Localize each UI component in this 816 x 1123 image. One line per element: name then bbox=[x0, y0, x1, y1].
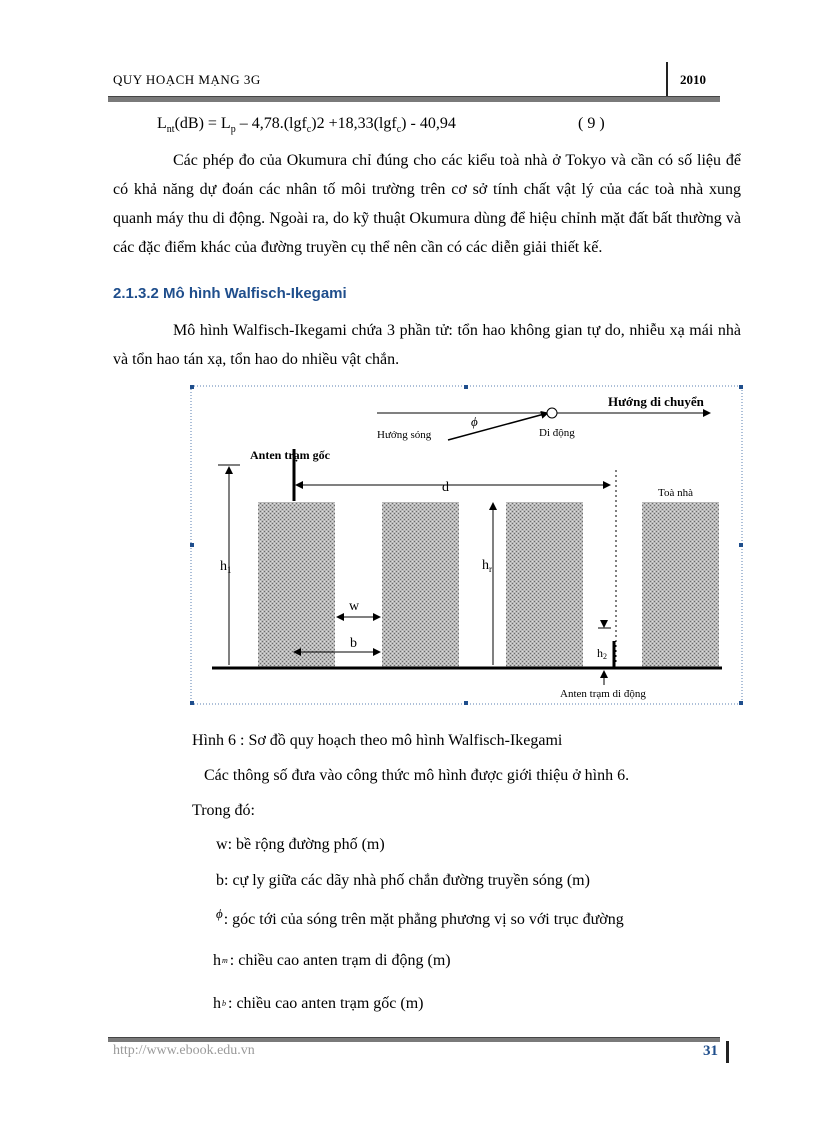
label-b: b bbox=[350, 636, 357, 651]
symbol-hb-sub: b bbox=[222, 999, 226, 1008]
page-number: 31 bbox=[703, 1043, 718, 1059]
frame-handle bbox=[739, 385, 743, 389]
formula-part4: ) - 40,94 bbox=[401, 115, 456, 132]
mobile-point bbox=[547, 408, 557, 418]
text-w: : bề rộng đường phố (m) bbox=[227, 836, 385, 853]
symbol-hm-sub: m bbox=[222, 956, 228, 965]
frame-handle bbox=[190, 701, 194, 705]
symbol-hb: h bbox=[213, 995, 221, 1012]
text-b: : cự ly giữa các dãy nhà phố chắn đường truyền sóng (m) bbox=[224, 872, 590, 889]
frame-handle bbox=[464, 701, 468, 705]
building-2 bbox=[382, 502, 459, 668]
building-1 bbox=[258, 502, 335, 668]
label-phi: ϕ bbox=[471, 414, 478, 429]
formula-sub-p: p bbox=[230, 124, 236, 136]
paragraph-okumura: Các phép đo của Okumura chỉ đúng cho các kiểu toà nhà ở Tokyo và cần có số liệu để có khả năng dự đoán các nhân tố môi trường trên cơ sở tính chất vật lý của các toà nhà xung quanh máy thu di động. Ngoài ra, do kỹ thuật Okumura dùng để hiệu chỉnh mặt đất bất thường và các đặc điểm khác của đường truyền cụ thể nên cần có các diễn giải thiết kế. bbox=[113, 152, 741, 256]
intro-text: Các thông số đưa vào công thức mô hình được giới thiệu ở hình 6. bbox=[204, 767, 630, 784]
building-4 bbox=[642, 502, 719, 668]
definition-phi bbox=[216, 906, 624, 929]
building-3 bbox=[506, 502, 583, 668]
frame-handle bbox=[739, 543, 743, 547]
formula-part2: – 4,78.(lgf bbox=[235, 115, 307, 132]
formula-sub-nt: nt bbox=[166, 124, 175, 136]
formula-sub-c2: c bbox=[396, 124, 402, 136]
figure-caption: Hình 6 : Sơ đồ quy hoạch theo mô hình Walfisch-Ikegami bbox=[192, 732, 563, 749]
text-phi: : góc tới của sóng trên mặt phẳng phương vị so với trục đường bbox=[223, 911, 624, 928]
symbol-w: w bbox=[216, 836, 228, 853]
label-toa-nha: Toà nhà bbox=[658, 487, 693, 499]
definition-hm bbox=[213, 952, 451, 970]
label-huong-song: Hướng sóng bbox=[377, 429, 432, 441]
wave-direction-arrow bbox=[448, 413, 548, 440]
formula-sub-c1: c bbox=[306, 124, 312, 136]
label-anten-tram-di-dong: Anten trạm di động bbox=[560, 688, 646, 700]
frame-handle bbox=[190, 543, 194, 547]
formula-9 bbox=[157, 115, 456, 135]
symbol-hm: h bbox=[213, 952, 221, 969]
section-heading: 2.1.3.2 Mô hình Walfisch-Ikegami bbox=[113, 285, 347, 302]
header-year: 2010 bbox=[680, 72, 706, 87]
label-di-dong: Di động bbox=[539, 427, 575, 439]
formula-part1: (dB) = L bbox=[174, 115, 231, 132]
footer-rule bbox=[108, 1037, 720, 1042]
header-divider bbox=[666, 62, 668, 98]
definition-w bbox=[216, 836, 385, 854]
definition-hb bbox=[213, 995, 423, 1013]
label-h1: $h_1$ bbox=[220, 559, 232, 575]
formula-part3: )2 +18,33(lgf bbox=[311, 115, 397, 132]
trong-do-label: Trong đó: bbox=[192, 802, 255, 819]
label-d: d bbox=[442, 480, 449, 495]
frame-handle bbox=[739, 701, 743, 705]
formula-L: L bbox=[157, 115, 167, 132]
label-w: w bbox=[349, 599, 360, 614]
header-title: QUY HOẠCH MẠNG 3G bbox=[113, 72, 261, 87]
label-anten-tram-goc: Anten trạm gốc bbox=[250, 448, 330, 462]
paragraph-walfisch: Mô hình Walfisch-Ikegami chứa 3 phần tử: tổn hao không gian tự do, nhiễu xạ mái nhà và tổn hao tán xạ, tổn hao do nhiều vật chắn. bbox=[113, 322, 741, 368]
footer-url: http://www.ebook.edu.vn bbox=[113, 1043, 255, 1058]
symbol-b: b bbox=[216, 872, 224, 889]
text-hm: : chiều cao anten trạm di động (m) bbox=[229, 952, 451, 969]
equation-number: ( 9 ) bbox=[578, 115, 605, 132]
header-rule bbox=[108, 96, 720, 102]
label-huong-di-chuyen: Hướng di chuyển bbox=[608, 394, 704, 409]
symbol-phi: ϕ bbox=[216, 906, 223, 921]
definition-b bbox=[216, 872, 590, 890]
frame-handle bbox=[464, 385, 468, 389]
walfisch-ikegami-diagram bbox=[190, 385, 743, 705]
label-hr: $h_r$ bbox=[482, 558, 492, 574]
footer-divider bbox=[726, 1041, 729, 1063]
frame-handle bbox=[190, 385, 194, 389]
label-h2: h2 bbox=[597, 646, 607, 661]
text-hb: : chiều cao anten trạm gốc (m) bbox=[228, 995, 424, 1012]
